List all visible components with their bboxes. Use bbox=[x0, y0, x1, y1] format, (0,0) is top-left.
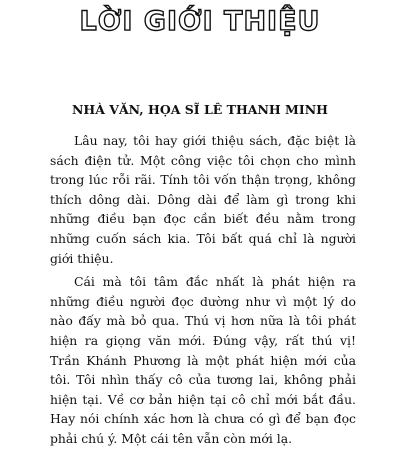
paragraph: Cái mà tôi tâm đắc nhất là phát hiện ra những điều người đọc dường như vì một lý do nào đấy mà bỏ qua. Thú vị hơn nữa là tôi phát hiện ra giọng văn mới. Đúng vậy, rất thú vị! Trần Khánh Phương là một phát hiện mới của tôi. Tôi nhìn thấy cô của tương lai, không phải hiện tại. Về cơ bản hiện tại cô chỉ mới bắt đầu. Hay nói chính xác hơn là chưa có gì để bạn đọc phải chú ý. Một cái tên vẫn còn mới lạ. bbox=[50, 274, 356, 446]
author-heading: NHÀ VĂN, HỌA SĨ LÊ THANH MINH bbox=[72, 102, 328, 117]
page-title: LỜI GIỚI THIỆU bbox=[79, 6, 321, 37]
paragraph: Lâu nay, tôi hay giới thiệu sách, đặc biệt là sách điện tử. Một công việc tôi chọn cho mình trong lúc rỗi rãi. Tính tôi vốn thận trọng, không thích dông dài. Dông dài để làm gì trong khi những điều bạn đọc cần biết đều nằm trong những cuốn sách kia. Tôi bất quá chỉ là người giới thiệu. bbox=[50, 133, 356, 266]
body-text bbox=[50, 131, 356, 453]
